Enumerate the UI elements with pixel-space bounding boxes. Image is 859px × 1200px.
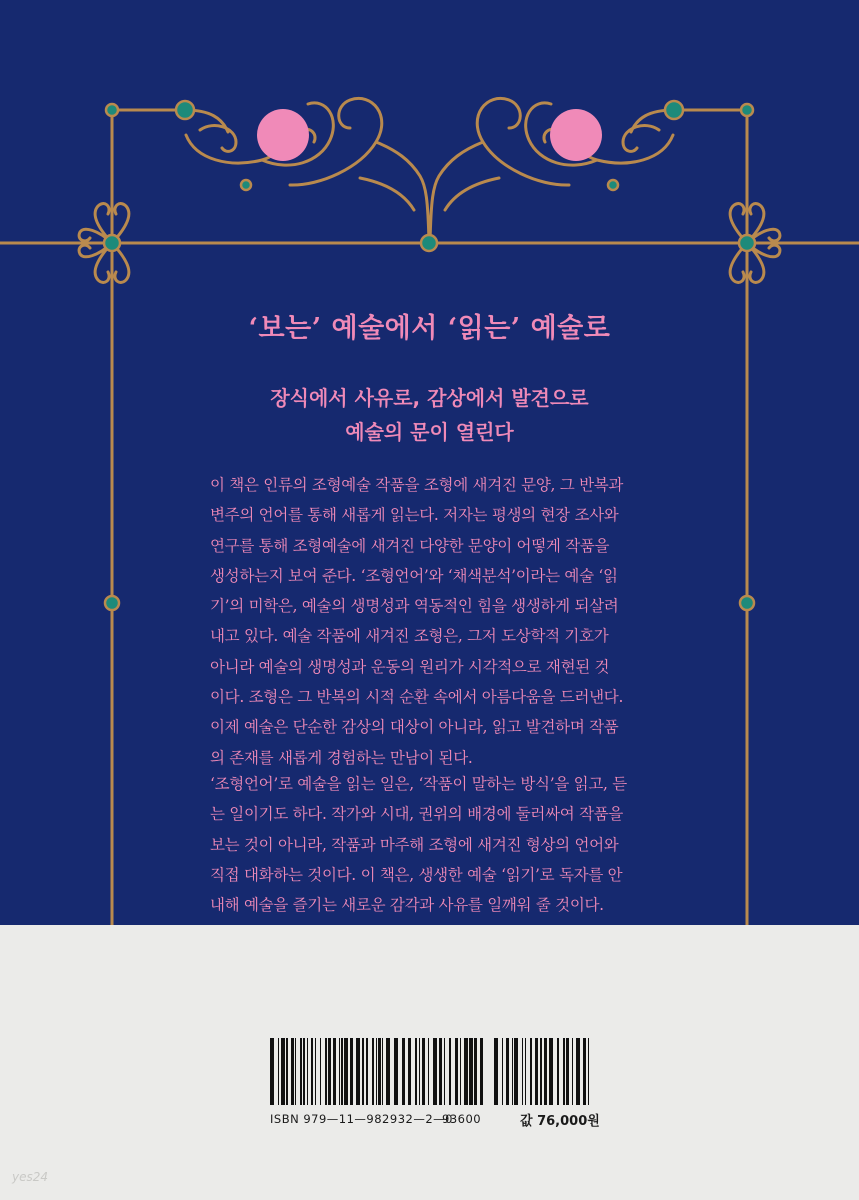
barcode-bar [455,1038,458,1105]
barcode-bar [270,1038,274,1105]
barcode-bar [494,1038,498,1105]
barcode-bar [557,1038,559,1105]
price-label: 값 76,000원 [520,1114,600,1129]
barcode-bar [300,1038,302,1105]
barcode-bar [372,1038,374,1105]
barcode-bar [328,1038,331,1105]
paragraph-line: 변주의 언어를 통해 새롭게 읽는다. 저자는 평생의 현장 조사와 [210,506,619,525]
paragraph-line: 내고 있다. 예술 작품에 새겨진 조형은, 그저 도상학적 기호가 [210,627,609,646]
barcode-bar [378,1038,381,1105]
body-paragraph-1 [210,470,662,773]
paragraph-line: 는 일이기도 하다. 작가와 시대, 권위의 배경에 둘러싸여 작품을 [210,805,624,824]
paragraph-line: 직접 대화하는 것이다. 이 책은, 생생한 예술 ‘읽기’로 독자를 안 [210,865,623,884]
body-paragraph-2 [210,769,662,920]
isbn-number [270,1112,453,1126]
barcode-bar [572,1038,573,1105]
barcode-bar [419,1038,420,1105]
barcode-bar [422,1038,425,1105]
barcode-bar [341,1038,343,1105]
barcode-bar [344,1038,348,1105]
paragraph-line: 연구를 통해 조형예술에 새겨진 다양한 문양이 어떻게 작품을 [210,536,610,555]
barcode-bar [362,1038,364,1105]
addon-barcode [494,1038,590,1105]
barcode-bar [415,1038,417,1105]
barcode-bar [522,1038,523,1105]
barcode-bar [460,1038,461,1105]
barcode-bar [583,1038,586,1105]
barcode-bar [576,1038,580,1105]
paragraph-line: ‘조형언어’로 예술을 읽는 일은, ‘작품이 말하는 방식’을 읽고, 듣 [210,775,627,793]
barcode-bar [544,1038,547,1105]
isbn-label: ISBN 979—11—982932—2—0 [270,1112,453,1126]
paragraph-line: 의 존재를 새롭게 경험하는 만남이 된다. [210,748,473,767]
watermark-logo: yes24 [12,1170,49,1184]
barcode-bar [307,1038,308,1105]
barcode-bar [278,1038,279,1105]
paragraph-line: 아니라 예술의 생명성과 운동의 원리가 시각적으로 재현된 것 [210,657,610,676]
barcode-bar [311,1038,313,1105]
subtitle-line-2: 예술의 문이 열린다 [345,420,514,444]
headline: ‘보는’ 예술에서 ‘읽는’ 예술로 [248,313,611,344]
barcode-bar [281,1038,285,1105]
paragraph-line: 이제 예술은 단순한 감상의 대상이 아니라, 읽고 발견하며 작품 [210,718,619,737]
barcode-bar [295,1038,296,1105]
barcode-bar [394,1038,398,1105]
barcode-bar [339,1038,340,1105]
barcode-bar [449,1038,451,1105]
paragraph-line: 생성하는지 보여 준다. ‘조형언어’와 ‘채색분석’이라는 예술 ‘읽 [210,566,618,585]
barcode-bar [549,1038,553,1105]
barcode-bar [474,1038,477,1105]
barcode-bar [502,1038,503,1105]
barcode-bar [464,1038,468,1105]
barcode-bar [408,1038,411,1105]
barcode-bar [320,1038,321,1105]
barcode-bar [428,1038,429,1105]
paragraph-line: 이다. 조형은 그 반복의 시적 순환 속에서 아름다움을 드러낸다. [210,688,624,707]
paragraph-line: 기’의 미학은, 예술의 생명성과 역동적인 힘을 생생하게 되살려 [210,597,619,616]
barcode-bar [303,1038,305,1105]
subtitle-line-1: 장식에서 사유로, 감상에서 발견으로 [270,386,589,410]
barcode-bar [315,1038,316,1105]
barcode-bar [286,1038,288,1105]
barcode-bar [588,1038,589,1105]
barcode-bar [439,1038,442,1105]
barcode-bar [402,1038,405,1105]
barcode-bar [433,1038,437,1105]
barcode-bar [291,1038,294,1105]
barcode-bar [535,1038,538,1105]
barcode-bar [512,1038,513,1105]
barcode-bar [506,1038,509,1105]
barcode-bar [530,1038,532,1105]
barcode-bar [376,1038,377,1105]
barcode-bar [333,1038,336,1105]
paragraph-line: 내해 예술을 즐기는 새로운 감각과 사유를 일깨워 줄 것이다. [210,896,604,915]
barcode-bar [366,1038,368,1105]
barcode-bar [480,1038,483,1105]
barcode-bar [356,1038,360,1105]
isbn-barcode [270,1038,483,1105]
barcode-bar [382,1038,383,1105]
barcode-bar [525,1038,526,1105]
barcode-bar [540,1038,542,1105]
paragraph-line: 보는 것이 아니라, 작품과 마주해 조형에 새겨진 형상의 언어와 [210,835,619,854]
barcode-bar [566,1038,569,1105]
barcode-bar [386,1038,390,1105]
barcode-bar [444,1038,445,1105]
isbn-addon-number: 93600 [442,1112,482,1126]
barcode-bar [469,1038,473,1105]
barcode-bar [325,1038,327,1105]
paragraph-line: 이 책은 인류의 조형예술 작품을 조형에 새겨진 문양, 그 반복과 [210,476,624,494]
barcode-bar [514,1038,518,1105]
barcode-bar [350,1038,353,1105]
barcode-bar [563,1038,565,1105]
